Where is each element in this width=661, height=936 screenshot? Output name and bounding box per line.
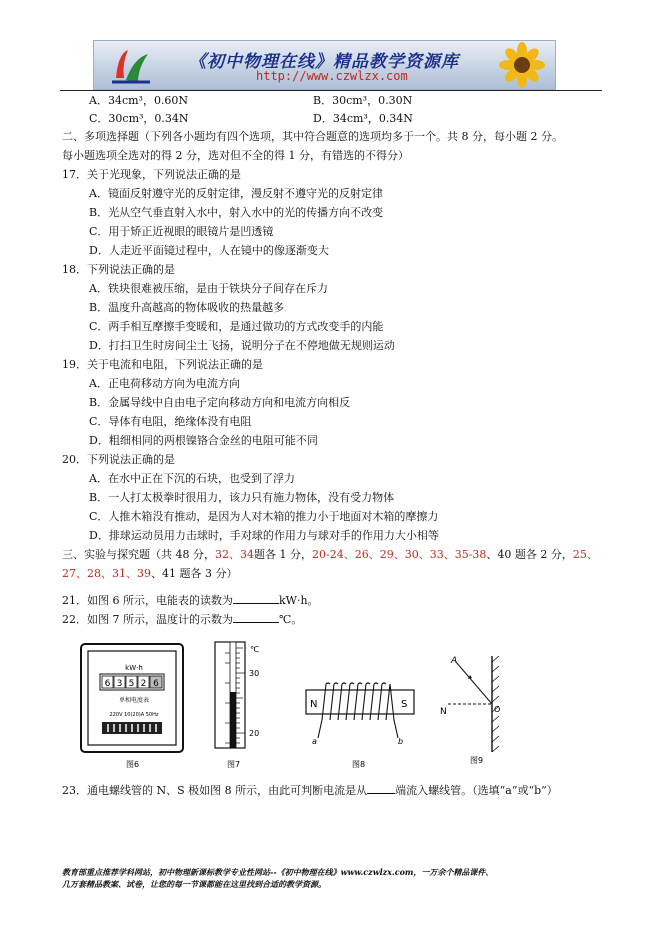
- banner-url[interactable]: http://www.czwlzx.com: [256, 69, 408, 83]
- thermometer-tick-bottom: 20: [249, 729, 260, 738]
- q22-answer-blank[interactable]: [233, 612, 279, 623]
- figure-6-caption: 图6: [126, 760, 140, 769]
- point-label: O: [494, 705, 501, 714]
- section3-red-4: 27、28、31、39: [62, 567, 151, 580]
- meter-specs: 220V 10(20)A 50Hz: [109, 712, 159, 718]
- sunflower-icon: [489, 41, 555, 89]
- q16-option-b: B．30cm³，0.30N: [313, 94, 413, 107]
- q19-stem: 19．关于电流和电阻，下列说法正确的是: [62, 358, 263, 371]
- section3-text-3: 、40 题各 2 分，: [486, 548, 573, 561]
- q23: [62, 783, 558, 798]
- q20-option-a: A．在水中正在下沉的石块，也受到了浮力: [89, 472, 295, 485]
- section3-heading: [62, 548, 598, 562]
- meter-digits: [102, 676, 162, 689]
- pole-right-label: S: [401, 699, 408, 710]
- q21-answer-blank[interactable]: [233, 593, 279, 604]
- section3-text-2: 题各 1 分，: [254, 548, 312, 561]
- footer-line-1: 教育部重点推荐学科网站，初中物理新课标教学专业性网站--《初中物理在线》www.czwlzx.com，一万余个精品课件、: [62, 867, 494, 877]
- q19-option-d: D．粗细相同的两根镍铬合金丝的电阻可能不同: [89, 434, 318, 447]
- thermometer-unit: ℃: [250, 645, 259, 654]
- q17-option-b: B．光从空气垂直射入水中，射入水中的光的传播方向不改变: [89, 206, 384, 219]
- q19-option-b: B．金属导线中自由电子定向移动方向和电流方向相反: [89, 396, 351, 409]
- q18-option-c: C．两手相互摩擦手变暖和，是通过做功的方式改变手的内能: [89, 320, 384, 333]
- thermometer-liquid: [230, 692, 236, 748]
- q21-text: 21．如图 6 所示，电能表的读数为: [62, 594, 233, 607]
- figure-8-caption: 图8: [352, 760, 366, 769]
- q19-option-a: A．正电荷移动方向为电流方向: [89, 377, 240, 390]
- q22-unit: ℃。: [279, 613, 303, 626]
- thermometer-tick-top: 30: [249, 669, 260, 678]
- q16-option-c: C．30cm³，0.34N: [89, 112, 189, 125]
- logo-icon: [108, 44, 154, 86]
- figure-9-reflection: [436, 652, 516, 768]
- end-a-label: a: [312, 737, 317, 746]
- q17-option-d: D．人走近平面镜过程中，人在镜中的像逐渐变大: [89, 244, 329, 257]
- header-banner: [93, 40, 556, 90]
- q20-option-c: C．人推木箱没有推动，是因为人对木箱的推力小于地面对木箱的摩擦力: [89, 510, 439, 523]
- figure-7-thermometer: [205, 640, 280, 772]
- q22: [62, 612, 302, 627]
- footer-line-2: 几万套精品教案、试卷，让您的每一节课都能在这里找到合适的教学资源。: [62, 879, 326, 889]
- q23-hint: 端流入螺线管。（选填“a”或“b”）: [395, 784, 558, 797]
- ray-label: A: [451, 656, 458, 666]
- normal-label: N: [440, 707, 447, 717]
- q17-option-a: A．镜面反射遵守光的反射定律，漫反射不遵守光的反射定律: [89, 187, 383, 200]
- q23-text: 23．通电螺线管的 N、S 极如图 8 所示，由此可判断电流是从: [62, 784, 368, 797]
- figure-7-caption: 图7: [227, 760, 241, 769]
- q21-unit: kW·h。: [279, 594, 319, 607]
- meter-digit-2: 3: [116, 679, 123, 689]
- incident-ray: [456, 662, 492, 704]
- figure-9-caption: 图9: [470, 756, 484, 765]
- section3-text-4: 、41 题各 3 分）: [151, 567, 238, 580]
- q21: [62, 593, 319, 608]
- q16-option-a: A．34cm³，0.60N: [89, 94, 189, 107]
- q18-option-d: D．打扫卫生时房间尘土飞扬，说明分子在不停地做无规则运动: [89, 339, 395, 352]
- q18-option-b: B．温度升高越高的物体吸收的热量越多: [89, 301, 285, 314]
- pole-left-label: N: [310, 699, 318, 710]
- solenoid-core: [306, 690, 414, 714]
- mirror-hatching: [492, 656, 499, 752]
- meter-digit-5: 6: [153, 679, 159, 689]
- figure-6-meter: [78, 640, 188, 772]
- section2-heading: 二、多项选择题（下列各小题均有四个选项，其中符合题意的选项均多于一个。共 8 分，每小题 2 分。: [62, 130, 563, 143]
- end-b-label: b: [398, 737, 404, 746]
- q18-stem: 18．下列说法正确的是: [62, 263, 175, 276]
- q18-option-a: A．铁块很难被压缩，是由于铁块分子间存在斥力: [89, 282, 328, 295]
- section3-heading-cont: [62, 567, 238, 581]
- header-rule: [60, 90, 602, 91]
- q19-option-c: C．导体有电阻，绝缘体没有电阻: [89, 415, 252, 428]
- q17-option-c: C．用于矫正近视眼的眼镜片是凹透镜: [89, 225, 274, 238]
- banner-title: 《初中物理在线》精品教学资源库: [189, 52, 459, 72]
- section2-note: 每小题选项全选对的得 2 分，选对但不全的得 1 分，有错选的不得分）: [62, 149, 409, 162]
- q17-stem: 17．关于光现象，下列说法正确的是: [62, 168, 241, 181]
- meter-digit-4: 2: [140, 679, 147, 689]
- q20-stem: 20．下列说法正确的是: [62, 453, 175, 466]
- q20-option-b: B．一人打太极拳时很用力，该力只有施力物体，没有受力物体: [89, 491, 395, 504]
- section3-text-1: 三、实验与探究题（共 48 分，: [62, 548, 215, 561]
- section3-red-3: 25、: [572, 548, 598, 561]
- q20-option-d: D．排球运动员用力击球时，手对球的作用力与球对手的作用力大小相等: [89, 529, 439, 542]
- figure-8-solenoid: [300, 672, 425, 772]
- q16-option-d: D．34cm³，0.34N: [313, 112, 413, 125]
- meter-digit-1: 6: [104, 679, 111, 689]
- meter-unit: kW·h: [125, 664, 143, 672]
- section3-red-2: 20-24、26、29、30、33、35-38: [312, 548, 487, 561]
- section3-red-1: 32、34: [215, 548, 254, 561]
- q22-text: 22．如图 7 所示，温度计的示数为: [62, 613, 233, 626]
- solenoid-lead-a: [318, 720, 322, 738]
- meter-label: 单相电度表: [118, 697, 150, 704]
- meter-digit-3: 5: [128, 679, 135, 689]
- q23-answer-blank[interactable]: [367, 783, 395, 794]
